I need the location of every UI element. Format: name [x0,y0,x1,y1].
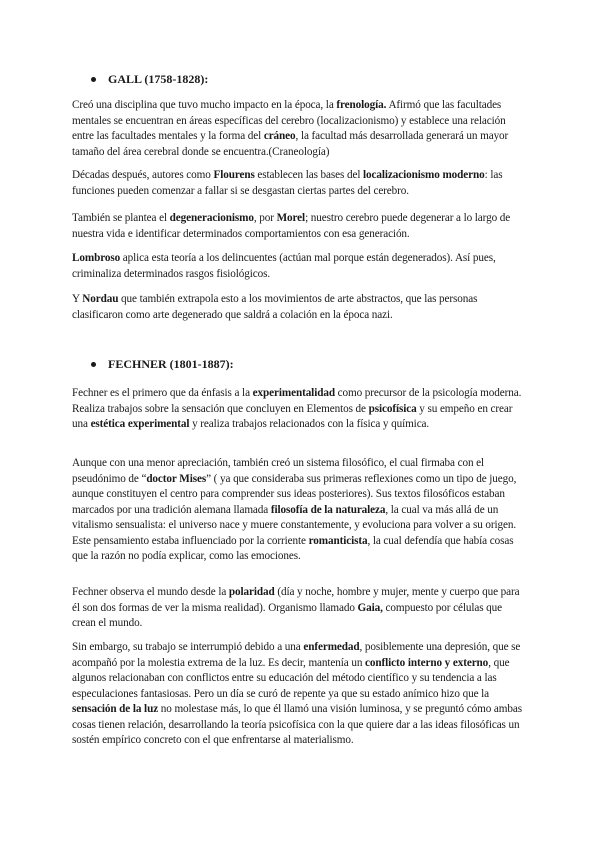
text-run: , que algunos relacionaban con conflictos entre su educación del método científico y su tendencia a las especulaciones fantasiosas. Pero un día se curó de repente ya que su estado anímico hizo que la [72,656,510,700]
bold-term: Nordau [82,293,119,305]
text-run: aplica esta teoría a los delincuentes (actúan mal porque están degenerados). Así pues, criminaliza determinados rasgos fisiológicos. [72,252,496,280]
bold-term: localizacionismo moderno [363,169,485,181]
text-run: compuesto por células que crean el mundo. [72,601,503,629]
bold-term: romanticista [308,534,368,547]
paragraph [72,456,528,565]
section-heading-gall [72,72,208,87]
bold-term: frenología. [336,99,387,111]
text-run: Aunque con una menor apreciación, también creó un sistema filosófico, el cual firmaba con el pseudónimo de “ [72,457,485,485]
paragraph [72,386,528,433]
bold-term: Flourens [213,169,255,181]
heading-text: FECHNER (1801-1887): [108,357,234,371]
text-run: , la cual defendía que había cosas que la razón no podía explicar, como las emociones. [72,534,514,562]
paragraph [72,251,528,282]
bold-term: polaridad [228,586,275,598]
text-run: no molestase más, lo que él llamó una visión luminosa, y se preguntó cómo ambas cosas tienen relación, desarrollando la teoría psicofísica con la que quiere dar a las ideas filosóficas un sostén empírico concreto con el que enfrentarse al materialismo. [72,703,522,746]
text-run: Sin embargo, su trabajo se interrumpió debido a una [72,641,304,653]
text-run: que también extrapola esto a los movimientos de arte abstractos, que las personas clasificaron como arte degenerado que saldrá a colación en la época nazi. [72,293,478,321]
text-run: Creó una disciplina que tuvo mucho impacto en la época, la [72,99,337,111]
bold-term: enfermedad [303,641,360,653]
heading-text: GALL (1758-1828): [108,72,209,86]
text-run: , la facultad más desarrollada generará un mayor tamaño del área cerebral donde se encuentra.(Craneología) [72,130,509,158]
bold-term: doctor Mises [146,472,207,485]
text-run: Y [72,293,83,305]
bold-term: Morel [276,212,306,224]
paragraph [72,168,528,199]
text-run: , posiblemente una depresión, que se acompañó por la molestia extrema de la luz. Es decir, mantenía un [72,641,521,669]
bullet-icon [91,362,96,367]
text-run: establecen las bases del [254,169,364,181]
text-run: , la cual va más allá de un vitalismo sensualista: el universo nace y muere constantemente, y evoluciona para volver a su origen. Este pensamiento estaba influenciado por la corriente [72,503,517,547]
text-run: Afirmó que las facultades mentales se encuentran en áreas específicas del cerebro (localizacionismo) y establece una relación entre las facultades mentales y la forma del [72,99,506,142]
text-run: Décadas después, autores como [72,169,214,181]
paragraph [72,585,528,632]
text-run: Fechner es el primero que da énfasis a la [72,387,253,399]
text-run: : las funciones pueden comenzar a fallar si se desgastan ciertas partes del cerebro. [72,169,503,197]
bold-term: cráneo [263,130,296,142]
text-run: , por [253,212,277,224]
bold-term: sensación de la luz [72,703,159,715]
paragraph [72,98,528,160]
text-run: y su empeño en crear una [72,402,513,430]
bold-term: filosofía de la naturaleza [270,503,386,516]
bold-term: conflicto interno y externo [365,656,489,669]
bold-term: degeneracionismo [169,212,254,224]
bold-term: Lombroso [72,252,121,264]
paragraph [72,292,528,323]
paragraph [72,640,528,749]
paragraph [72,211,528,242]
bold-term: Gaia, [357,601,383,614]
bold-term: experimentalidad [252,387,335,399]
text-run: ” ( ya que consideraba sus primeras reflexiones como un tipo de juego, aunque constituyen el centro para comprender sus ideas posteriores). Sus textos filosóficos estaban marcados por una tradición alemana llamada [72,472,517,516]
text-run: como precursor de la psicología moderna. Realiza trabajos sobre la sensación que concluyen en Elementos de [72,387,522,415]
bullet-icon [91,77,96,82]
text-run: (día y noche, hombre y mujer, mente y cuerpo que para él son dos formas de ver la misma realidad). Organismo llamado [72,586,520,614]
section-heading-fechner [72,357,234,372]
text-run: Fechner observa el mundo desde la [72,586,229,598]
bold-term: estética experimental [90,418,190,430]
text-run: y realiza trabajos relacionados con la física y química. [189,418,430,430]
bold-term: psicofísica [368,402,417,415]
text-run: ; nuestro cerebro puede degenerar a lo largo de nuestra vida e identificar determinados comportamientos con esa generación. [72,212,511,240]
text-run: También se plantea el [72,212,170,224]
